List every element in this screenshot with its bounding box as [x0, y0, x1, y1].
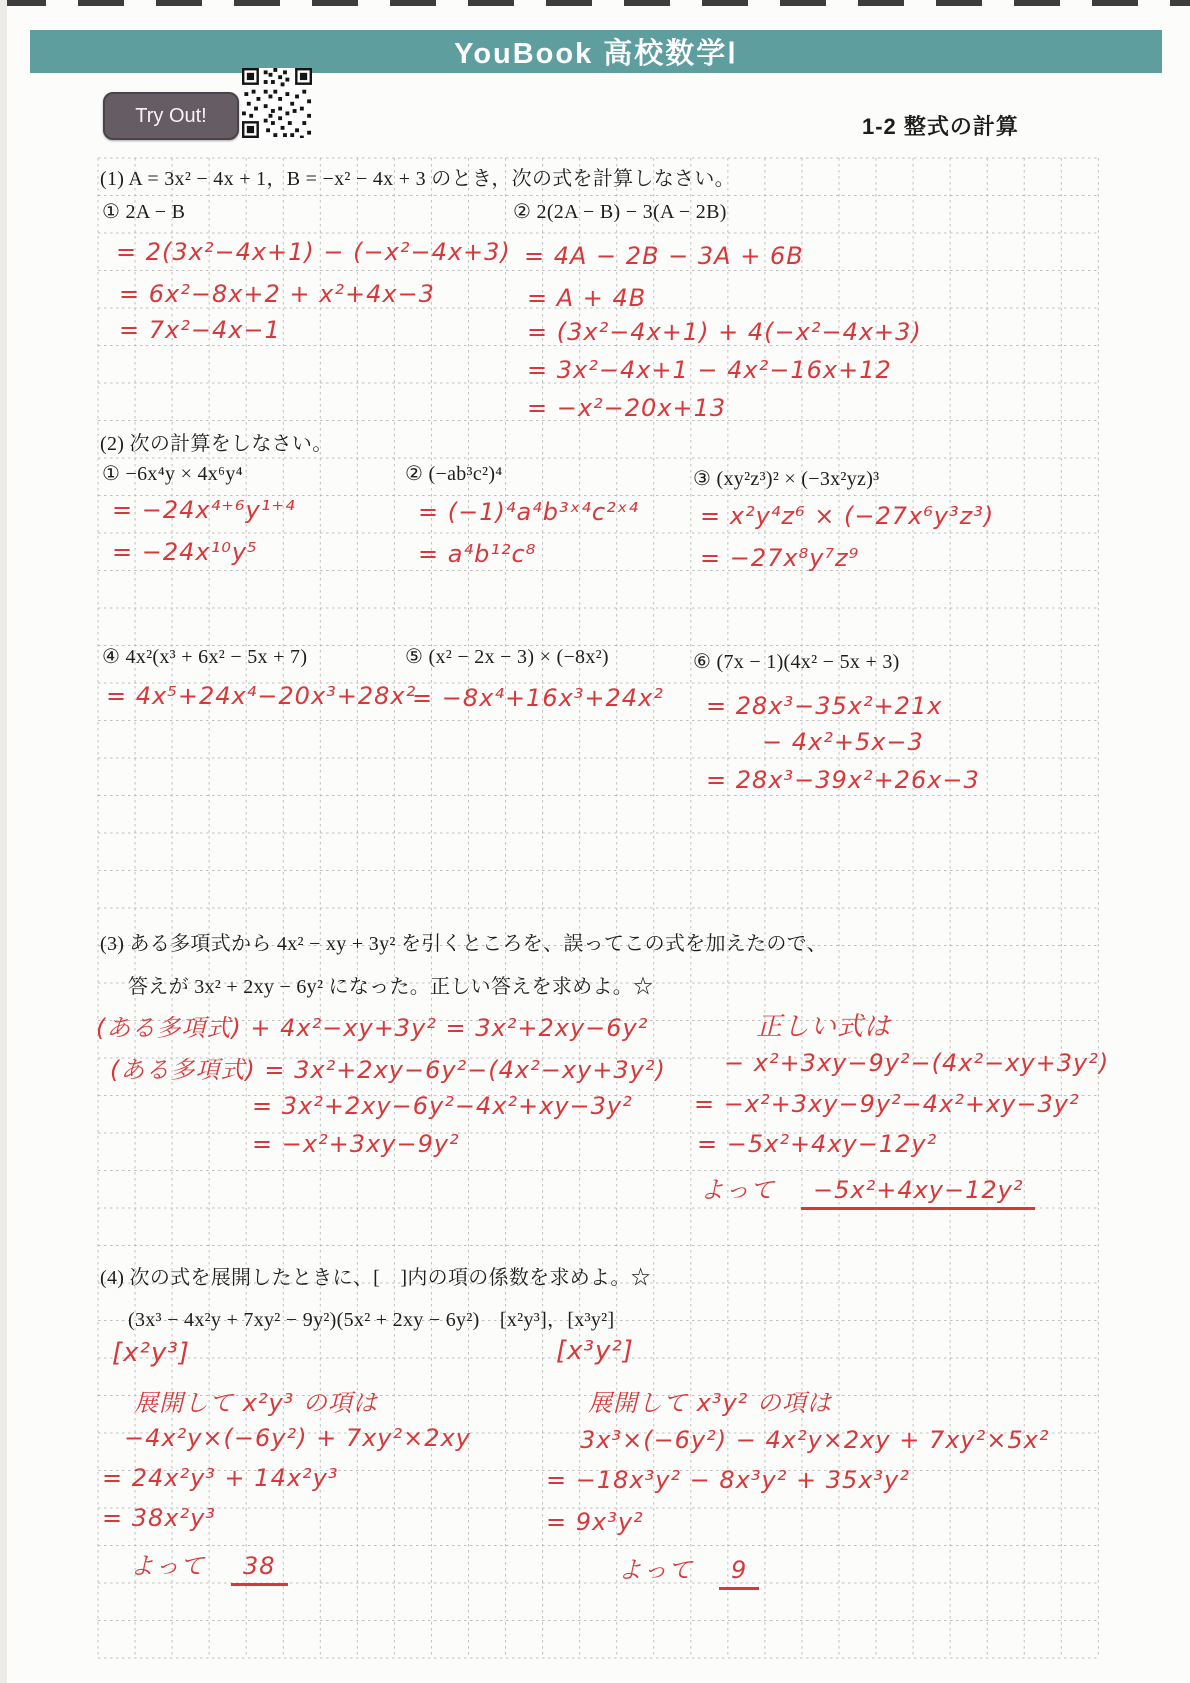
p1-q2-work-line: = 4A − 2B − 3A + 6B [524, 242, 804, 270]
problem3-statement-line1: (3) ある多項式から 4x² − xy + 3y² を引くところを、誤ってこの式を加えたので、 [100, 933, 827, 955]
p3-right-work-line: = −x²+3xy−9y²−4x²+xy−3y² [694, 1090, 1080, 1118]
p4-right-work-line: = −18x³y² − 8x³y² + 35x³y² [546, 1466, 910, 1494]
p1-q2-work-line: = (3x²−4x+1) + 4(−x²−4x+3) [527, 318, 922, 346]
p4-right-conclusion-label: よって [618, 1556, 693, 1584]
p3-conclusion [700, 1170, 1035, 1210]
p3-conclusion-label: よって [700, 1176, 775, 1204]
p4-left-work-line: = 24x²y³ + 14x²y³ [102, 1464, 339, 1492]
p2-q5-work-line: = −8x⁴+16x³+24x² [412, 684, 664, 712]
problem2-q2-label: ② (−ab³c²)⁴ [405, 463, 503, 485]
problem2-q4-label: ④ 4x²(x³ + 6x² − 5x + 7) [102, 646, 308, 668]
p4-right-work-line: 3x³×(−6y²) − 4x²y×2xy + 7xy²×5x² [580, 1426, 1050, 1454]
problem2-q3-label: ③ (xy²z³)² × (−3x²yz)³ [693, 468, 880, 490]
problem1-q1-label: ① 2A − B [102, 201, 186, 223]
p2-q3-work-line: = −27x⁸y⁷z⁹ [700, 544, 860, 572]
p3-right-work-line: − x²+3xy−9y²−(4x²−xy+3y²) [724, 1049, 1110, 1077]
p1-q2-work-line: = A + 4B [527, 284, 647, 312]
section-title: 1-2 整式の計算 [862, 114, 1019, 139]
p1-q2-work-line: = 3x²−4x+1 − 4x²−16x+12 [527, 356, 892, 384]
p4-right-bracket: [x³y²] [556, 1336, 634, 1366]
p3-final-answer: −5x²+4xy−12y² [801, 1176, 1035, 1210]
p2-q4-work-line: = 4x⁵+24x⁴−20x³+28x² [106, 682, 417, 710]
p2-q6-work-line: = 28x³−39x²+26x−3 [706, 766, 980, 794]
problem4-expression: (3x³ − 4x²y + 7xy² − 9y²)(5x² + 2xy − 6y²) [x²y³]，[x³y²] [128, 1309, 615, 1331]
qr-code-icon [242, 68, 312, 138]
p4-left-conclusion-label: よって [130, 1552, 205, 1580]
p2-q2-work-line: = a⁴b¹²c⁸ [418, 540, 537, 568]
p3-left-work-line: = 3x²+2xy−6y²−4x²+xy−3y² [252, 1092, 633, 1120]
p4-left-conclusion [130, 1546, 288, 1586]
title-banner [30, 30, 1162, 73]
p2-q3-work-line: = x²y⁴z⁶ × (−27x⁶y³z³) [700, 502, 995, 530]
p4-left-final-answer: 38 [231, 1552, 288, 1586]
problem2-q1-label: ① −6x⁴y × 4x⁶y⁴ [102, 463, 243, 485]
p2-q2-work-line: = (−1)⁴a⁴b³ˣ⁴c²ˣ⁴ [418, 498, 640, 526]
p4-left-work-line: = 38x²y³ [102, 1504, 216, 1532]
p4-right-conclusion [618, 1550, 759, 1590]
p4-left-bracket: [x²y³] [112, 1338, 190, 1368]
problem2-q6-label: ⑥ (7x − 1)(4x² − 5x + 3) [693, 651, 900, 673]
p2-q6-work-line: = 28x³−35x²+21x [706, 692, 943, 720]
problem2-q5-label: ⑤ (x² − 2x − 3) × (−8x²) [405, 646, 609, 668]
p1-q1-work-line: = 7x²−4x−1 [119, 316, 281, 344]
banner-title: YouBook 高校数学Ⅰ [454, 38, 738, 70]
try-out-button [103, 92, 239, 140]
p3-right-work-line: = −5x²+4xy−12y² [697, 1130, 938, 1158]
p1-q1-work-line: = 2(3x²−4x+1) − (−x²−4x+3) [116, 238, 511, 266]
problem3-statement-line2: 答えが 3x² + 2xy − 6y² になった。正しい答えを求めよ。☆ [128, 976, 654, 998]
try-out-label: Try Out! [135, 104, 207, 127]
p2-q1-work-line: = −24x⁴⁺⁶y¹⁺⁴ [112, 496, 296, 524]
p3-left-work-line: (ある多項式) + 4x²−xy+3y² = 3x²+2xy−6y² [96, 1014, 649, 1042]
problem2-statement: (2) 次の計算をしなさい。 [100, 433, 333, 455]
p4-right-final-answer: 9 [719, 1556, 759, 1590]
p2-q6-work-line: − 4x²+5x−3 [762, 728, 924, 756]
p4-right-work-line: = 9x³y² [546, 1508, 644, 1536]
p1-q2-work-line: = −x²−20x+13 [527, 394, 727, 422]
p3-left-work-line: = −x²+3xy−9y² [252, 1130, 460, 1158]
p3-right-heading: 正しい式は [756, 1012, 892, 1042]
p4-left-work-line: −4x²y×(−6y²) + 7xy²×2xy [124, 1424, 471, 1452]
p2-q1-work-line: = −24x¹⁰y⁵ [112, 538, 258, 566]
p3-left-work-line: (ある多項式) = 3x²+2xy−6y²−(4x²−xy+3y²) [110, 1056, 666, 1084]
problem1-statement: (1) A = 3x² − 4x + 1，B = −x² − 4x + 3 のとき，次の式を計算しなさい。 [100, 168, 735, 190]
p4-left-note: 展開して x²y³ の項は [134, 1389, 378, 1417]
p4-right-note: 展開して x³y² の項は [588, 1389, 832, 1417]
problem4-statement: (4) 次の式を展開したときに、[ ]内の項の係数を求めよ。☆ [100, 1267, 651, 1289]
problem1-q2-label: ② 2(2A − B) − 3(A − 2B) [513, 201, 727, 223]
p1-q1-work-line: = 6x²−8x+2 + x²+4x−3 [119, 280, 435, 308]
